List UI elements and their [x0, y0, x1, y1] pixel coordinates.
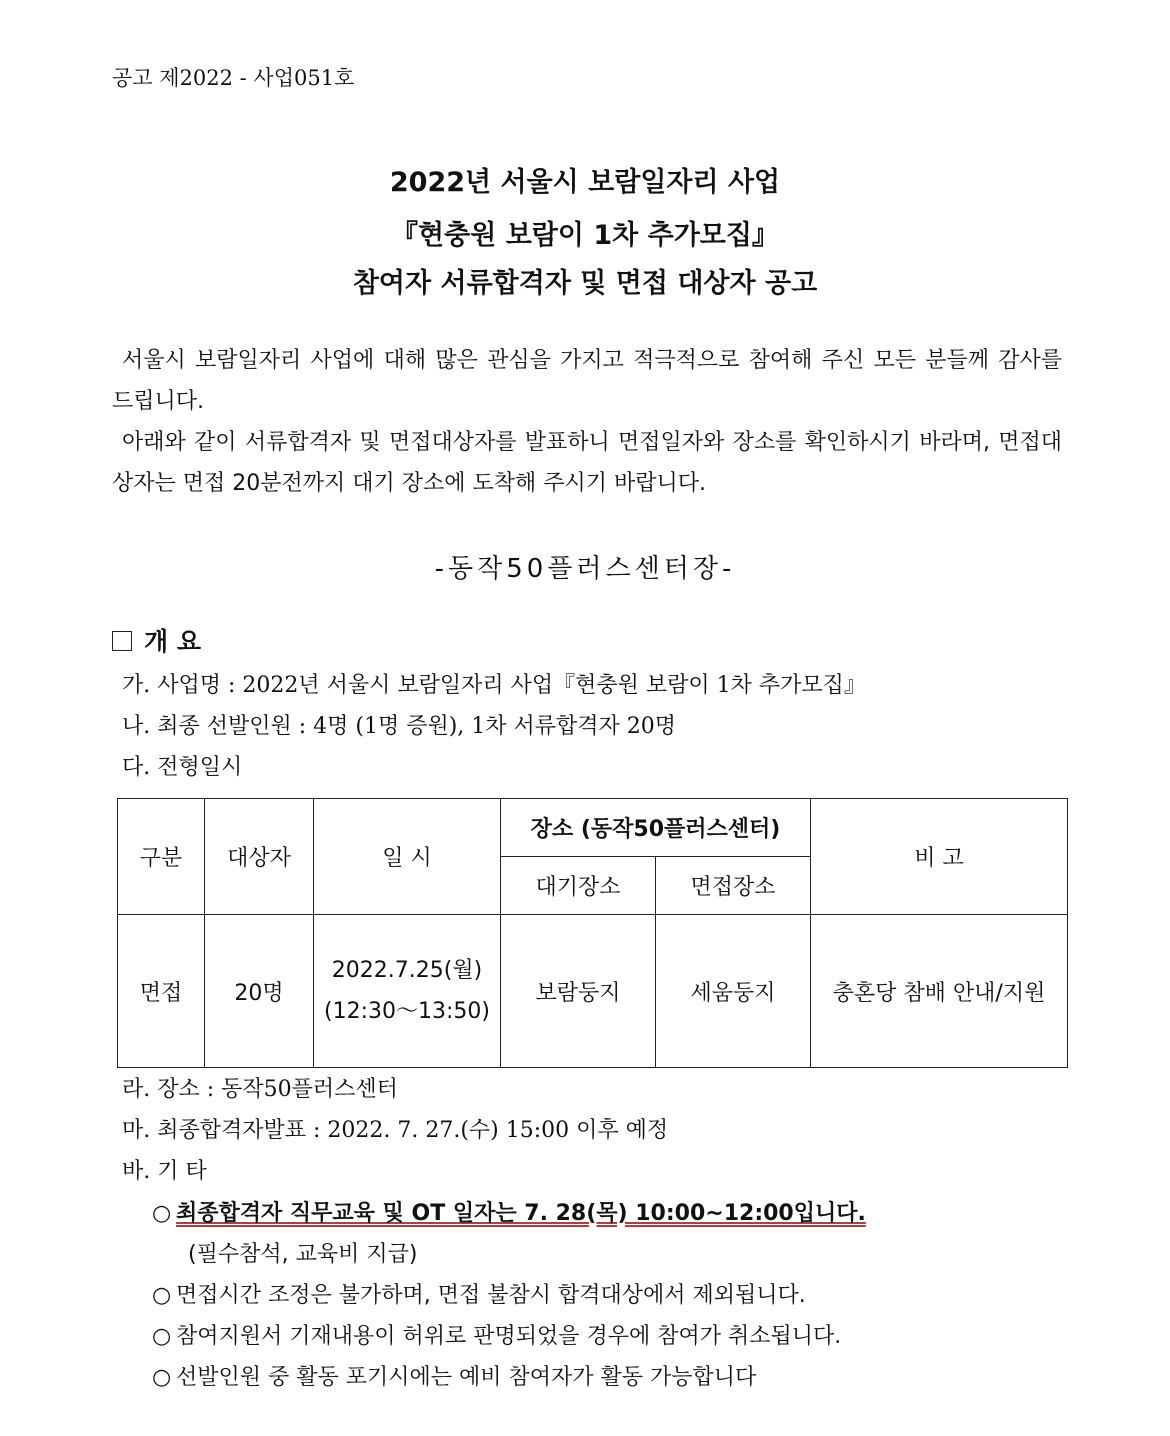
item-misc: 바. 기 타 [122, 1159, 207, 1184]
cell-target: 20명 [205, 915, 314, 1068]
cell-interview-place: 세움둥지 [656, 915, 811, 1068]
bullet-interview-time [152, 1278, 806, 1309]
section-heading [112, 622, 201, 658]
cell-waiting-place: 보람둥지 [501, 915, 656, 1068]
item-selection-count: 나. 최종 선발인원 : 4명 (1명 증원), 1차 서류합격자 20명 [122, 714, 677, 739]
circle-bullet-icon: ○ [152, 1283, 172, 1308]
bullet-reserve [152, 1360, 756, 1391]
cell-datetime [314, 915, 501, 1068]
bullet-orientation-sub: (필수참석, 교육비 지급) [188, 1242, 418, 1267]
header-datetime: 일 시 [314, 799, 501, 915]
intro-text-1: 서울시 보람일자리 사업에 대해 많은 관심을 가지고 적극적으로 참여해 주신 모든 분들께 감사를 드립니다. [112, 348, 1062, 414]
header-target: 대상자 [205, 799, 314, 915]
bullet-orientation [152, 1196, 866, 1227]
intro-paragraph [112, 340, 1062, 504]
header-interview-place: 면접장소 [656, 857, 811, 915]
item-schedule: 다. 전형일시 [122, 755, 243, 780]
bullet-text: 면접시간 조정은 불가하며, 면접 불참시 합격대상에서 제외됩니다. [176, 1283, 806, 1308]
title-line-2: 『현충원 보람이 1차 추가모집』 [391, 220, 779, 251]
bullet-text: 참여지원서 기재내용이 허위로 판명되었을 경우에 참여가 취소됩니다. [176, 1324, 842, 1349]
item-business-name: 가. 사업명 : 2022년 서울시 보람일자리 사업『현충원 보람이 1차 추가모집』 [122, 673, 866, 698]
table-row [118, 915, 1068, 1068]
header-remarks: 비 고 [811, 799, 1068, 915]
item-announcement: 마. 최종합격자발표 : 2022. 7. 27.(수) 15:00 이후 예정 [122, 1118, 669, 1143]
cell-date: 2022.7.25(월) [331, 958, 483, 983]
title-line-1: 2022년 서울시 보람일자리 사업 [389, 167, 781, 198]
issuer-name: -동작50플러스센터장- [434, 554, 736, 584]
checkbox-square-icon [112, 631, 132, 651]
intro-text-2: 아래와 같이 서류합격자 및 면접대상자를 발표하니 면접일자와 장소를 확인하시기 바라며, 면접대상자는 면접 20분전까지 대기 장소에 도착해 주시기 바랍니다. [112, 430, 1062, 496]
circle-bullet-icon: ○ [152, 1324, 172, 1349]
circle-bullet-icon: ○ [152, 1365, 172, 1390]
section-title: 개 요 [144, 627, 202, 656]
bullet-false-info [152, 1319, 841, 1350]
circle-bullet-icon: ○ [152, 1201, 172, 1226]
header-category: 구분 [118, 799, 205, 915]
bullet-text-emphasis: 최종합격자 직무교육 및 OT 일자는 7. 28(목) 10:00~12:00입니다. [176, 1201, 866, 1226]
schedule-table [117, 798, 1068, 1068]
cell-time: (12:30～13:50) [324, 999, 490, 1024]
header-waiting-place: 대기장소 [501, 857, 656, 915]
header-place: 장소 (동작50플러스센터) [501, 799, 811, 857]
title-line-3: 참여자 서류합격자 및 면접 대상자 공고 [352, 268, 818, 299]
notice-number: 공고 제2022 - 사업051호 [112, 66, 355, 90]
bullet-text: 선발인원 중 활동 포기시에는 예비 참여자가 활동 가능합니다 [176, 1365, 757, 1390]
cell-category: 면접 [118, 915, 205, 1068]
cell-remarks: 충혼당 참배 안내/지원 [811, 915, 1068, 1068]
item-location: 라. 장소 : 동작50플러스센터 [122, 1077, 398, 1102]
